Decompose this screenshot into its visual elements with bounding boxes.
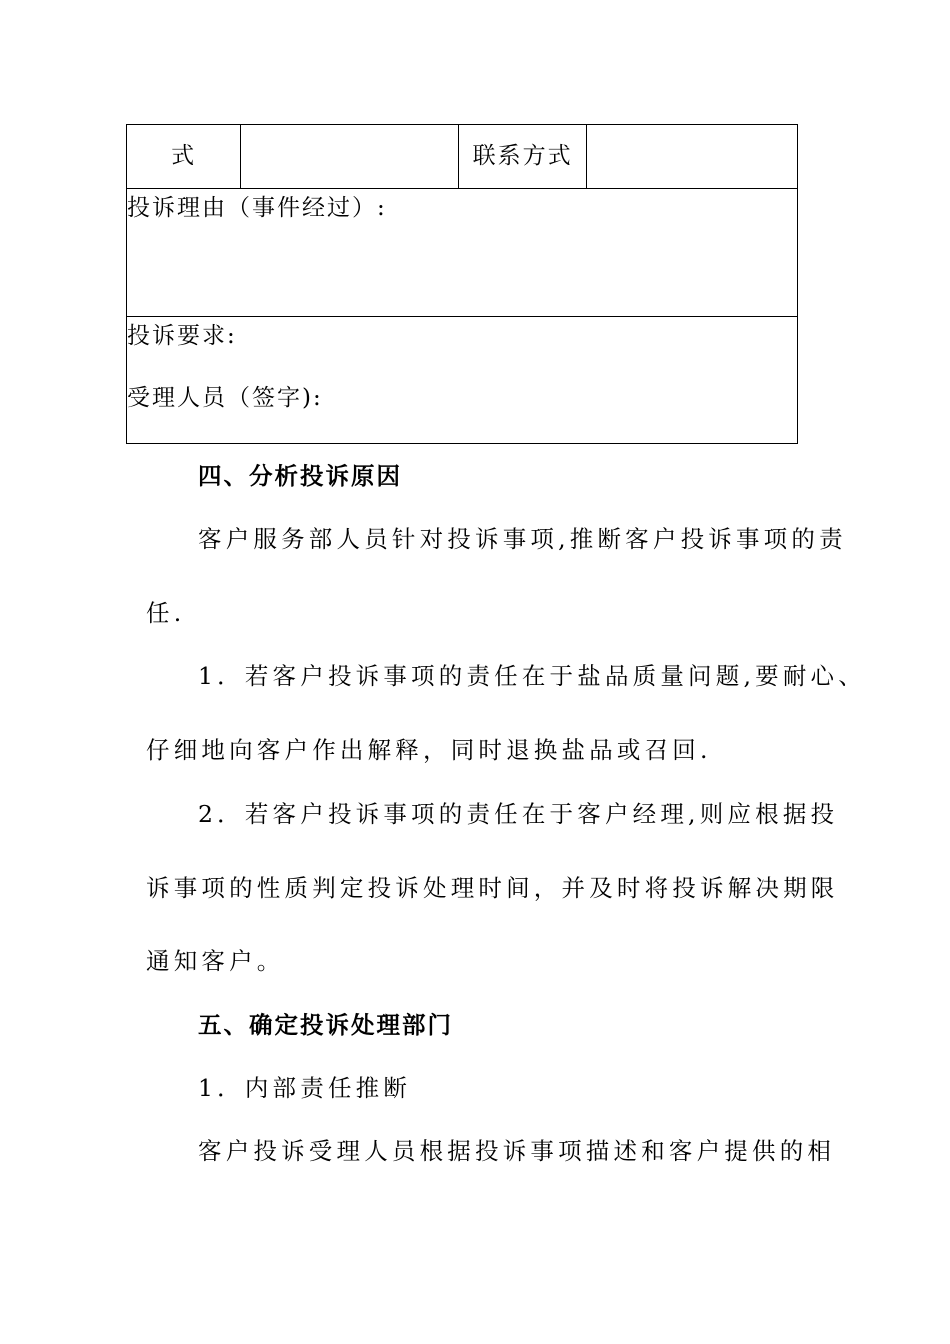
contact-info-value-cell xyxy=(586,125,797,189)
complaint-reason-row xyxy=(127,189,798,317)
section4-item1-line2: 仔细地向客户作出解释，同时退换盐品或召回. xyxy=(146,736,712,764)
section5-sub1: 1．内部责任推断 xyxy=(198,1074,412,1102)
contact-method-value-cell xyxy=(241,125,459,189)
contact-row xyxy=(127,125,798,189)
complaint-request-row xyxy=(127,317,798,444)
complaint-form-table xyxy=(126,124,798,444)
section5-para-line1: 客户投诉受理人员根据投诉事项描述和客户提供的相 xyxy=(198,1137,836,1165)
handler-signature-label: 受理人员（签字): xyxy=(127,385,323,411)
section4-intro-line1: 客户服务部人员针对投诉事项,推断客户投诉事项的责 xyxy=(198,525,847,553)
contact-method-label-cell: 式 xyxy=(127,125,241,189)
section4-item2-line3: 通知客户。 xyxy=(146,947,285,975)
section4-item2-line1: 2．若客户投诉事项的责任在于客户经理,则应根据投 xyxy=(198,800,839,828)
complaint-request-cell xyxy=(127,317,798,444)
complaint-reason-label: 投诉理由（事件经过）: xyxy=(127,195,387,221)
section5-heading: 五、确定投诉处理部门 xyxy=(198,1011,453,1039)
contact-info-label-cell: 联系方式 xyxy=(459,125,586,189)
complaint-request-label: 投诉要求: xyxy=(127,323,237,349)
section4-heading: 四、分析投诉原因 xyxy=(198,462,402,490)
section4-item1-line1: 1．若客户投诉事项的责任在于盐品质量问题,要耐心、 xyxy=(198,662,866,690)
section4-item2-line2: 诉事项的性质判定投诉处理时间，并及时将投诉解决期限 xyxy=(146,874,839,902)
complaint-reason-cell xyxy=(127,189,798,317)
section4-intro-line2: 任. xyxy=(146,599,186,627)
